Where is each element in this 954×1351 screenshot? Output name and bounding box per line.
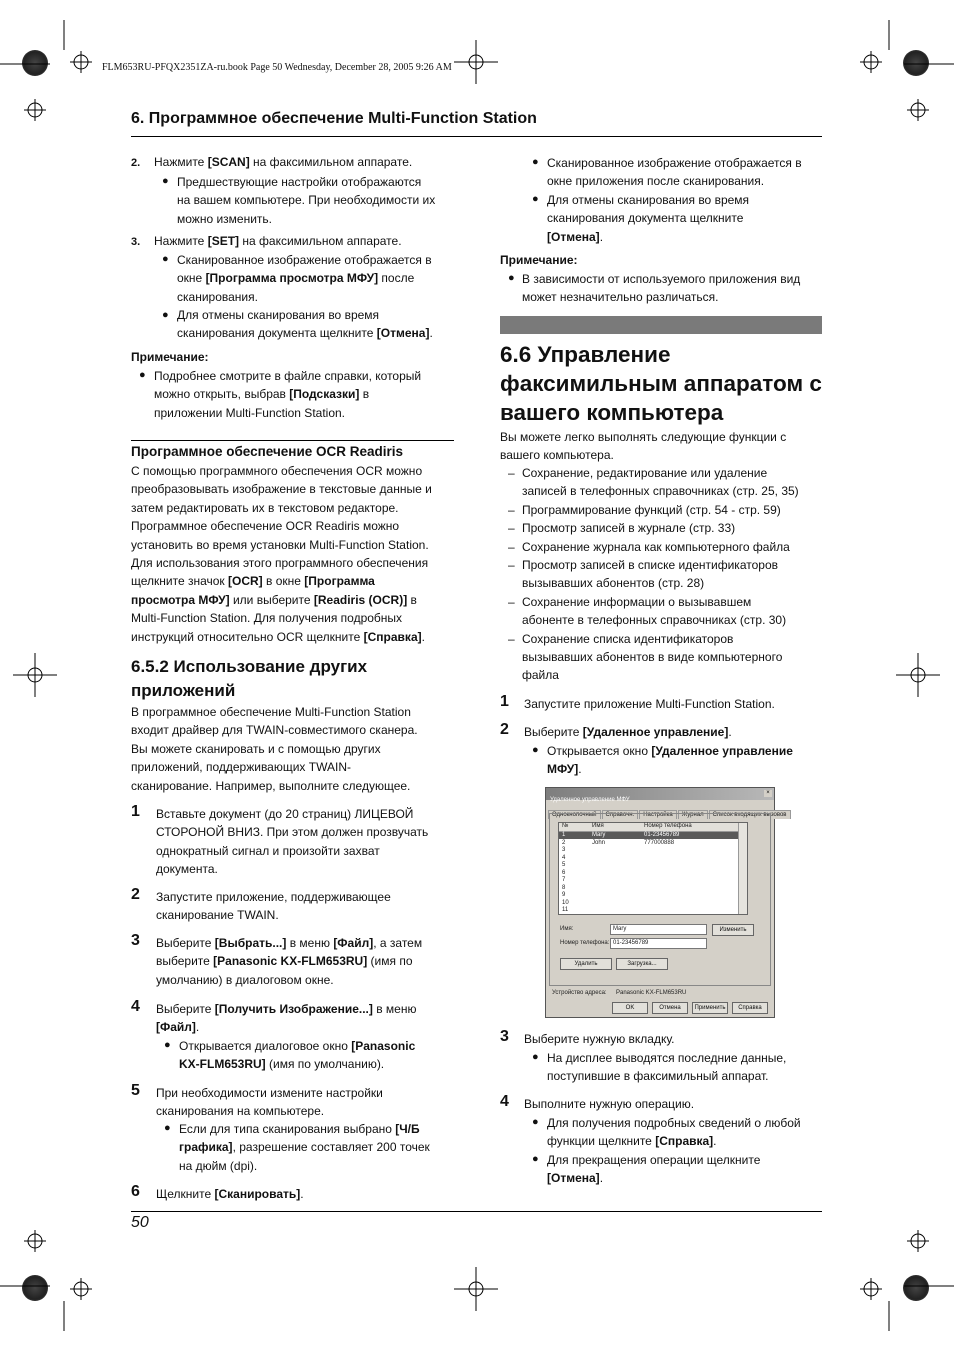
name-field[interactable]: Mary [610,924,707,935]
bullet-text: Открывается окно [Удаленное управление МФУ]. [547,744,793,777]
book-info: FLM653RU-PFQX2351ZA-ru.book Page 50 Wednesday, December 28, 2005 9:26 AM [102,62,452,73]
note-text: В зависимости от используемого приложения вид может незначительно различаться. [522,272,801,305]
step-number: 1 [131,803,140,820]
list-item: – Сохранение, редактирование или удаление записей в телефонных справочниках (стр. 25, 35) [508,466,799,499]
list-cell-no: 2 [562,839,566,846]
step-text: Нажмите [SCAN] на факсимильном аппарате. [154,155,413,169]
header-rule [131,136,822,137]
list-cell-no: 6 [562,869,566,876]
bullet-icon: ● [532,1051,539,1063]
list-cell-phone: 01-23456789 [644,832,680,838]
step-text: Вставьте документ (до 20 страниц) ЛИЦЕВОЙ СТОРОНОЙ ВНИЗ. При этом должен прозвучать однократный сигнал и произойти захват документа. [156,807,429,877]
bullet-icon: ● [532,1116,539,1128]
section-heading: 6.6 Управление факсимильным аппаратом с вашего компьютера [500,342,822,425]
tab-directory[interactable]: Справочн. [602,810,639,819]
apply-button[interactable]: Применить [692,1002,728,1014]
footer-rule [131,1211,822,1212]
column-phone[interactable]: Номер телефона [644,823,692,829]
tab-speed-dial[interactable]: Однокнопочный [548,810,601,819]
list-cell-no: 9 [562,892,566,898]
bullet-icon: ● [532,1153,539,1165]
list-cell-no: 4 [562,854,566,861]
bullet-icon: ● [139,369,146,381]
step-text: Выберите [Получить Изображение...] в меню [Файл]. [156,1002,417,1035]
bullet-text: Открывается диалоговое окно [Panasonic KX-FLM653RU] (имя по умолчанию). [179,1039,416,1072]
bullet-text: Сканированное изображение отображается в окне приложения после сканирования. [547,156,802,189]
subsection-paragraph: В программное обеспечение Multi-Function Station входит драйвер для TWAIN-совместимого сканера. Вы можете сканировать и с помощью других приложений, поддерживающих TWAIN- сканирование. Например, выполните следующее. [131,705,418,793]
step-text: Запустите приложение, поддерживающее сканирование TWAIN. [156,890,391,923]
bullet-text: Сканированное изображение отображается в окне [Программа просмотра МФУ] после сканирования. [177,253,432,304]
list-item: – Программирование функций (стр. 54 - стр. 59) [508,502,781,517]
step-number: 4 [500,1093,509,1110]
step-text: При необходимости измените настройки сканирования на компьютере. [156,1086,383,1119]
close-icon[interactable]: × [764,790,772,797]
tab-journal[interactable]: Журнал [678,810,708,819]
step-text: Выберите [Выбрать...] в меню [Файл], а затем выберите [Panasonic KX-FLM653RU] (имя по умолчанию) в диалоговом окне. [156,936,423,987]
step-text: Выполните нужную операцию. [524,1097,695,1111]
step-number: 2. [131,157,141,169]
note-title: Примечание: [131,350,209,364]
list-item: – Сохранение журнала как компьютерного файла [508,539,790,554]
bullet-text: Для отмены сканирования во время сканирования документа щелкните [Отмена]. [177,308,433,341]
step-number: 3 [131,932,140,949]
name-label: Имя: [560,926,574,932]
dash-list [500,464,830,685]
list-cell-no: 8 [562,884,566,891]
bullet-icon: ● [164,1039,171,1051]
bullet-icon: ● [162,175,169,187]
list-cell-no: 10 [562,899,569,906]
step-text: Щелкните [Сканировать]. [156,1187,304,1201]
step-number: 3. [131,236,141,248]
bullet-text: Для прекращения операции щелкните [Отмена]. [547,1153,761,1186]
section-bar [500,316,822,334]
note-text: Подробнее смотрите в файле справки, который можно открыть, выбрав [Подсказки] в приложении Multi-Function Station. [154,369,422,420]
dialog-titlebar [546,788,774,803]
dialog-panel [549,813,771,986]
load-button[interactable]: Загрузка... [616,958,668,970]
step-number: 6 [131,1183,140,1200]
bullet-icon: ● [532,193,539,205]
bullet-text: На дисплее выводятся последние данные, поступившие в факсимильный аппарат. [547,1051,787,1084]
column-name[interactable]: Имя [592,823,604,829]
step-number: 5 [131,1082,140,1099]
bullet-icon: ● [162,253,169,265]
tab-caller-list[interactable]: Список входящих вызовов [709,810,791,819]
step-number: 3 [500,1028,509,1045]
note-title: Примечание: [500,253,578,267]
list-cell-no: 3 [562,847,566,853]
step-number: 4 [131,998,140,1015]
step-number: 2 [131,886,140,903]
bullet-icon: ● [532,156,539,168]
subsection-rule [131,440,454,441]
ok-button[interactable]: OK [612,1002,648,1014]
list-cell-phone: 777000888 [644,839,675,846]
step-number: 2 [500,721,509,738]
list-cell-no: 1 [562,832,566,838]
dialog-title: Удаленное управление МФУ [550,797,630,803]
device-label: Устройство адреса: [552,990,607,996]
bullet-text: Для отмены сканирования во время сканирования документа щелкните [Отмена]. [547,193,750,244]
cancel-button[interactable]: Отмена [652,1002,688,1014]
edit-button[interactable]: Изменить [712,924,754,936]
bullet-icon: ● [162,309,169,321]
list-cell-no: 11 [562,907,569,913]
ocr-paragraph: С помощью программного обеспечения OCR можно преобразовывать изображение в текстовые данные и затем редактировать их в текстовом редакторе. Программное обеспечение OCR Readiris можно установить во время установки Multi-Function Station. Для использования этого программного обеспечения щелкните значок [OCR] в окне [Программа просмотра МФУ] или выберите [Readiris (OCR)] в Multi-Function Station. Для получения подробных инструкций относительно OCR щелкните [Справка]. [131,464,432,644]
page-number: 50 [131,1214,149,1231]
step-text: Запустите приложение Multi-Function Station. [524,697,775,711]
ocr-title: Программное обеспечение OCR Readiris [131,444,404,459]
help-button[interactable]: Справка [732,1002,768,1014]
scrollbar[interactable] [738,823,747,914]
bullet-icon: ● [508,272,515,284]
list-item: – Просмотр записей в списке идентификаторов вызывавших абонентов (стр. 28) [508,558,778,591]
section-title: 6. Программное обеспечение Multi-Function Station [131,110,537,127]
column-no[interactable]: № [562,823,569,829]
delete-button[interactable]: Удалить [560,958,612,970]
phonebook-list[interactable] [558,822,748,915]
tab-settings[interactable]: Настройка [639,810,677,819]
step-number: 1 [500,693,509,710]
phone-label: Номер телефона: [560,940,610,946]
list-cell-name: John [592,839,606,846]
step-text: Выберите нужную вкладку. [524,1032,675,1046]
bullet-text: Предшествующие настройки отображаются на вашем компьютере. При необходимости их можно изменить. [177,175,436,226]
step-text: Нажмите [SET] на факсимильном аппарате. [154,234,402,248]
list-cell-name: Mary [592,832,606,838]
list-item: – Сохранение информации о вызывавшем абоненте в телефонных справочниках (стр. 30) [508,594,787,628]
list-item: – Просмотр записей в журнале (стр. 33) [508,521,736,536]
subsection-heading: 6.5.2 Использование других приложений [131,657,368,700]
bullet-icon: ● [164,1122,171,1134]
bullet-icon: ● [532,744,539,756]
list-header [559,823,739,832]
bullet-text: Если для типа сканирования выбрано [Ч/Б графика], разрешение составляет 200 точек на дюйм (dpi). [179,1122,430,1173]
phone-field[interactable]: 01-23456789 [610,938,707,949]
device-value: Panasonic KX-FLM653RU [616,990,687,996]
list-item: – Сохранение списка идентификаторов вызывавших абонентов в виде компьютерного файла [508,631,783,683]
list-cell-no: 5 [562,862,566,868]
step-text: Выберите [Удаленное управление]. [524,725,732,739]
intro-paragraph: Вы можете легко выполнять следующие функции с вашего компьютера. [500,430,787,463]
remote-control-dialog [545,787,787,1018]
list-cell-no: 7 [562,877,566,883]
bullet-text: Для получения подробных сведений о любой функции щелкните [Справка]. [547,1116,801,1149]
